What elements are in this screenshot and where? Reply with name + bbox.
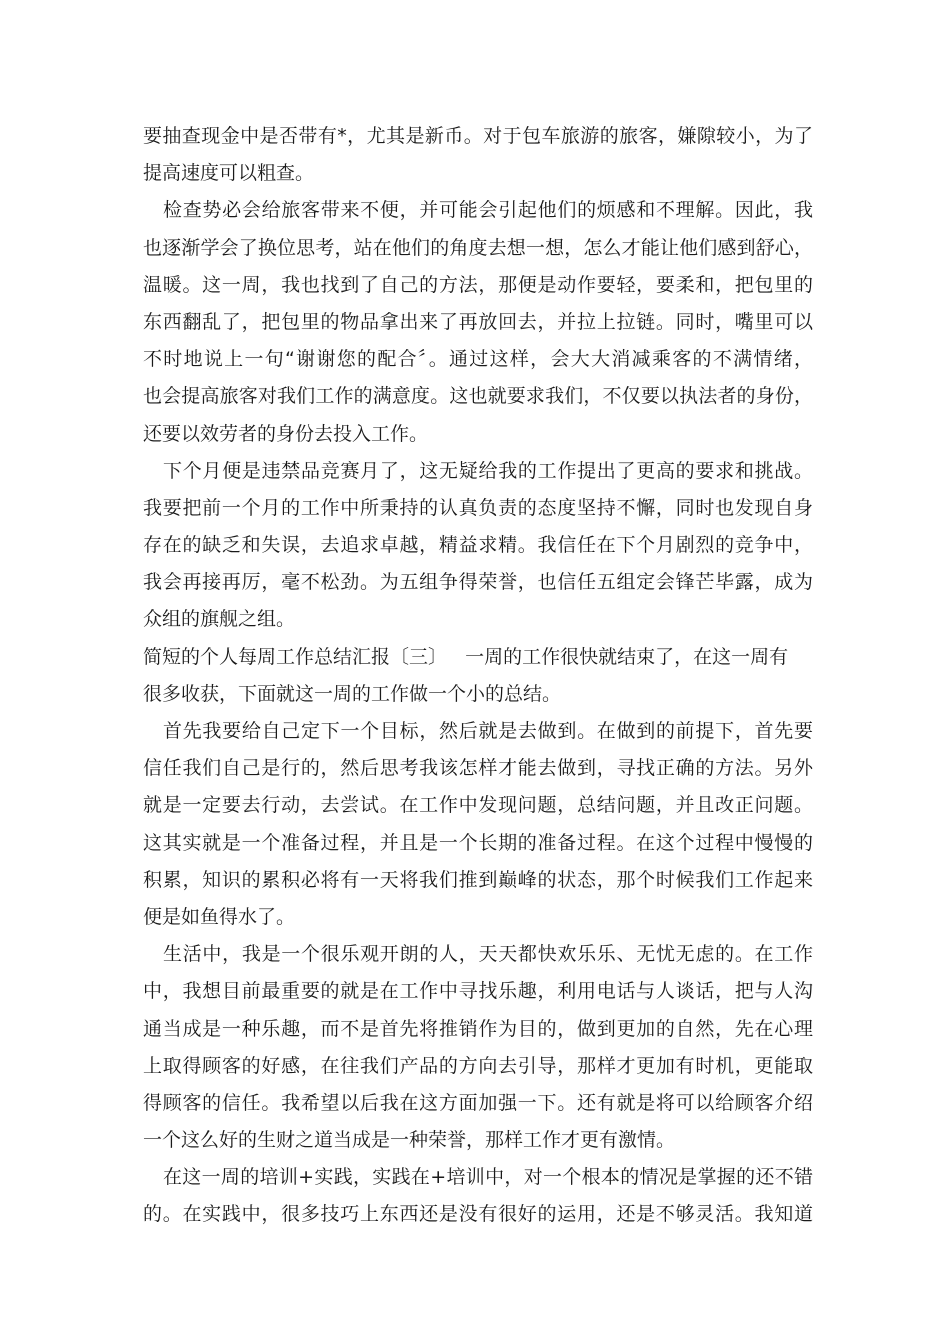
paragraph-first-line: 生活中，我是一个很乐观开朗的人，天天都快欢乐乐、无忧无虑的。在工作 [163, 943, 813, 966]
text-line: 就是一定要去行动，去尝试。在工作中发现问题，总结问题，并且改正问题。 [143, 794, 813, 817]
paragraph-first-line: 在这一周的培训+实践，实践在+培训中，对一个根本的情况是掌握的还不错 [163, 1166, 813, 1189]
text-line: 存在的缺乏和失误，去追求卓越，精益求精。我信任在下个月剧烈的竞争中， [143, 534, 813, 557]
text-line: 信任我们自己是行的，然后思考我该怎样才能去做到，寻找正确的方法。另外 [143, 757, 813, 780]
text-line: 也逐渐学会了换位思考，站在他们的角度去想一想，怎么才能让他们感到舒心， [143, 236, 813, 259]
text-line: 也会提高旅客对我们工作的满意度。这也就要求我们，不仅要以执法者的身份， [143, 385, 813, 408]
section-heading-line: 简短的个人每周工作总结汇报〔三〕 一周的工作很快就结束了，在这一周有 [143, 645, 789, 668]
text-line: 积累，知识的累积必将有一天将我们推到巅峰的状态，那个时候我们工作起来 [143, 868, 813, 891]
paragraph-first-line: 下个月便是违禁品竞赛月了，这无疑给我的工作提出了更高的要求和挑战。 [163, 459, 813, 482]
text-line: 不时地说上一句“谢谢您的配合〞。通过这样，会大大消减乘客的不满情绪， [143, 348, 813, 371]
paragraph-first-line: 检查势必会给旅客带来不便，并可能会引起他们的烦感和不理解。因此，我 [163, 199, 813, 222]
text-line: 得顾客的信任。我希望以后我在这方面加强一下。还有就是将可以给顾客介绍 [143, 1091, 813, 1114]
text-line: 温暖。这一周，我也找到了自己的方法，那便是动作要轻，要柔和，把包里的 [143, 273, 813, 296]
text-line: 东西翻乱了，把包里的物品拿出来了再放回去，并拉上拉链。同时，嘴里可以 [143, 310, 813, 333]
text-line: 中，我想目前最重要的就是在工作中寻找乐趣，利用电话与人谈话，把与人沟 [143, 980, 813, 1003]
text-line: 提高速度可以粗查。 [143, 162, 315, 185]
text-line: 的。在实践中，很多技巧上东西还是没有很好的运用，还是不够灵活。我知道 [143, 1203, 813, 1226]
text-line: 便是如鱼得水了。 [143, 905, 296, 928]
text-line: 我会再接再厉，毫不松劲。为五组争得荣誉，也信任五组定会锋芒毕露，成为 [143, 571, 813, 594]
paragraph-first-line: 首先我要给自己定下一个目标，然后就是去做到。在做到的前提下，首先要 [163, 720, 813, 742]
text-line: 通当成是一种乐趣，而不是首先将推销作为目的，做到更加的自然，先在心理 [143, 1017, 813, 1040]
text-line: 要抽查现金中是否带有*，尤其是新币。对于包车旅游的旅客，嫌隙较小，为了 [143, 125, 813, 147]
text-line: 众组的旗舰之组。 [143, 608, 296, 631]
text-line: 一个这么好的生财之道当成是一种荣誉，那样工作才更有激情。 [143, 1129, 676, 1152]
text-line: 上取得顾客的好感，在往我们产品的方向去引导，那样才更加有时机，更能取 [143, 1054, 813, 1077]
text-line: 我要把前一个月的工作中所秉持的认真负责的态度坚持不懈，同时也发现自身 [143, 496, 813, 519]
text-line: 很多收获，下面就这一周的工作做一个小的总结。 [143, 682, 562, 705]
text-line: 这其实就是一个准备过程，并且是一个长期的准备过程。在这个过程中慢慢的 [143, 831, 813, 854]
document-body [143, 118, 813, 1234]
text-line: 还要以效劳者的身份去投入工作。 [143, 422, 429, 445]
